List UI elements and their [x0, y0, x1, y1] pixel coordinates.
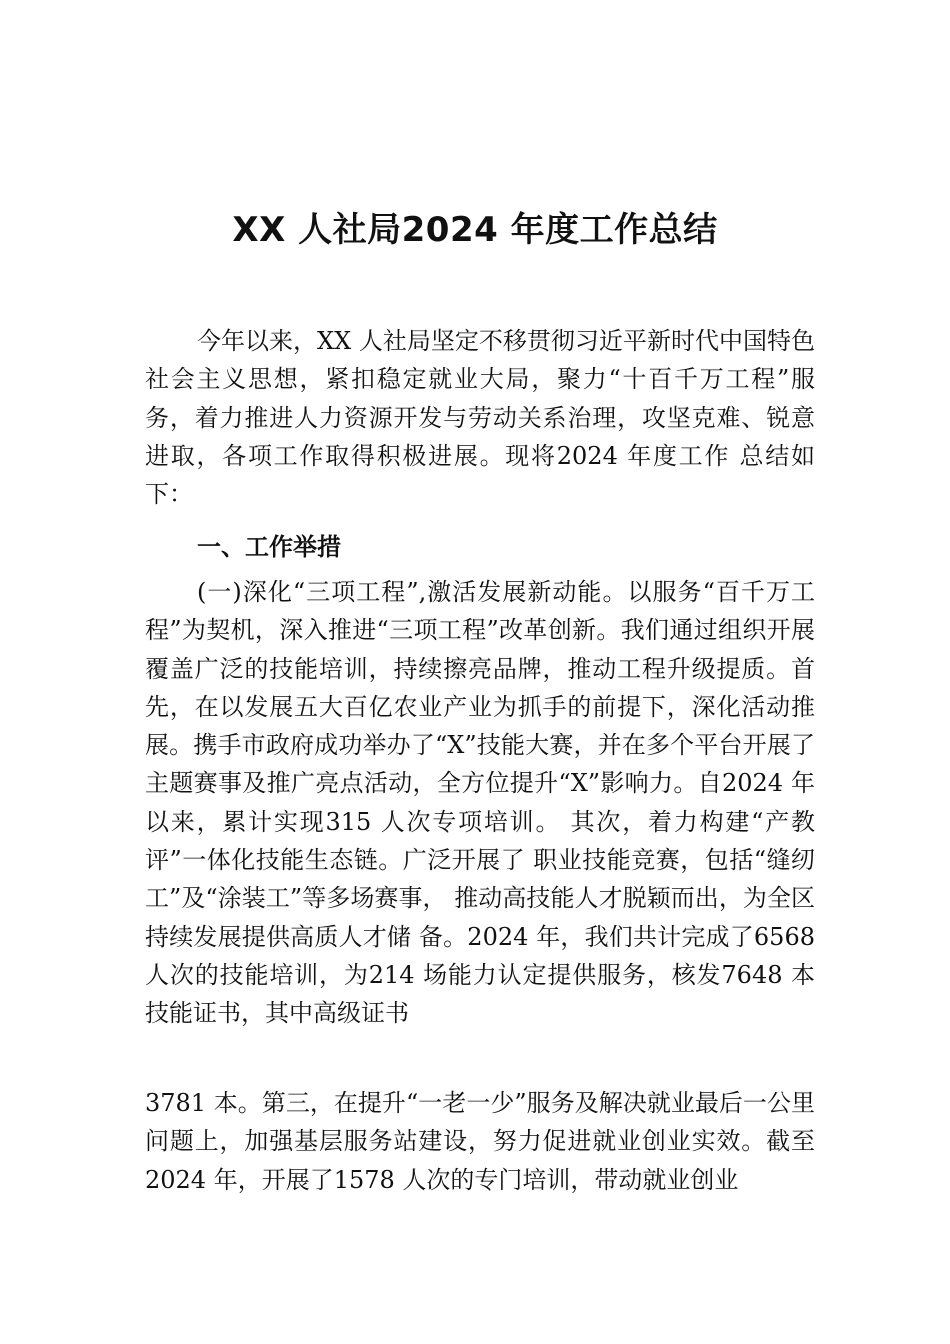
section-heading: 一、工作举措 [197, 533, 341, 561]
body-paragraph: (一)深化“三项工程”,激活发展新动能。以服务“百千万工程”为契机，深入推进“三项工程”改革创新。我们通过组织开展覆盖广泛的技能培训，持续擦亮品牌，推动工程升级提质。首先，在以发展五大百亿农业产业为抓手的前提下，深化活动推展。携手市政府成功举办了“X”技能大赛，并在多个平台开展了主题赛事及推广亮点活动，全方位提升“X”影响力。自2024 年以来，累计实现315 人次专项培训。 其次，着力构建“产教评”一体化技能生态链。广泛开展了 职业技能竞赛，包括“缝纫工”及“涂装工”等多场赛事， 推动高技能人才脱颖而出，为全区持续发展提供高质人才储 备。2024 年，我们共计完成了6568 人次的技能培训，为214 场能力认定提供服务，核发7648 本技能证书，其中高级证书 [145, 578, 815, 1028]
body-paragraph-continued: 3781 本。第三，在提升“一老一少”服务及解决就业最后一公里问题上，加强基层服务站建设，努力促进就业创业实效。截至2024 年，开展了1578 人次的专门培训，带动就业创业 [145, 1089, 815, 1194]
document-title: XX 人社局2024 年度工作总结 [232, 209, 718, 250]
intro-paragraph: 今年以来，XX 人社局坚定不移贯彻习近平新时代中国特色社会主义思想，紧扣稳定就业大局，聚力“十百千万工程”服务，着力推进人力资源开发与劳动关系治理，攻坚克难、锐意进取，各项工作取得积极进展。现将2024 年度工作 总结如下： [145, 327, 815, 509]
